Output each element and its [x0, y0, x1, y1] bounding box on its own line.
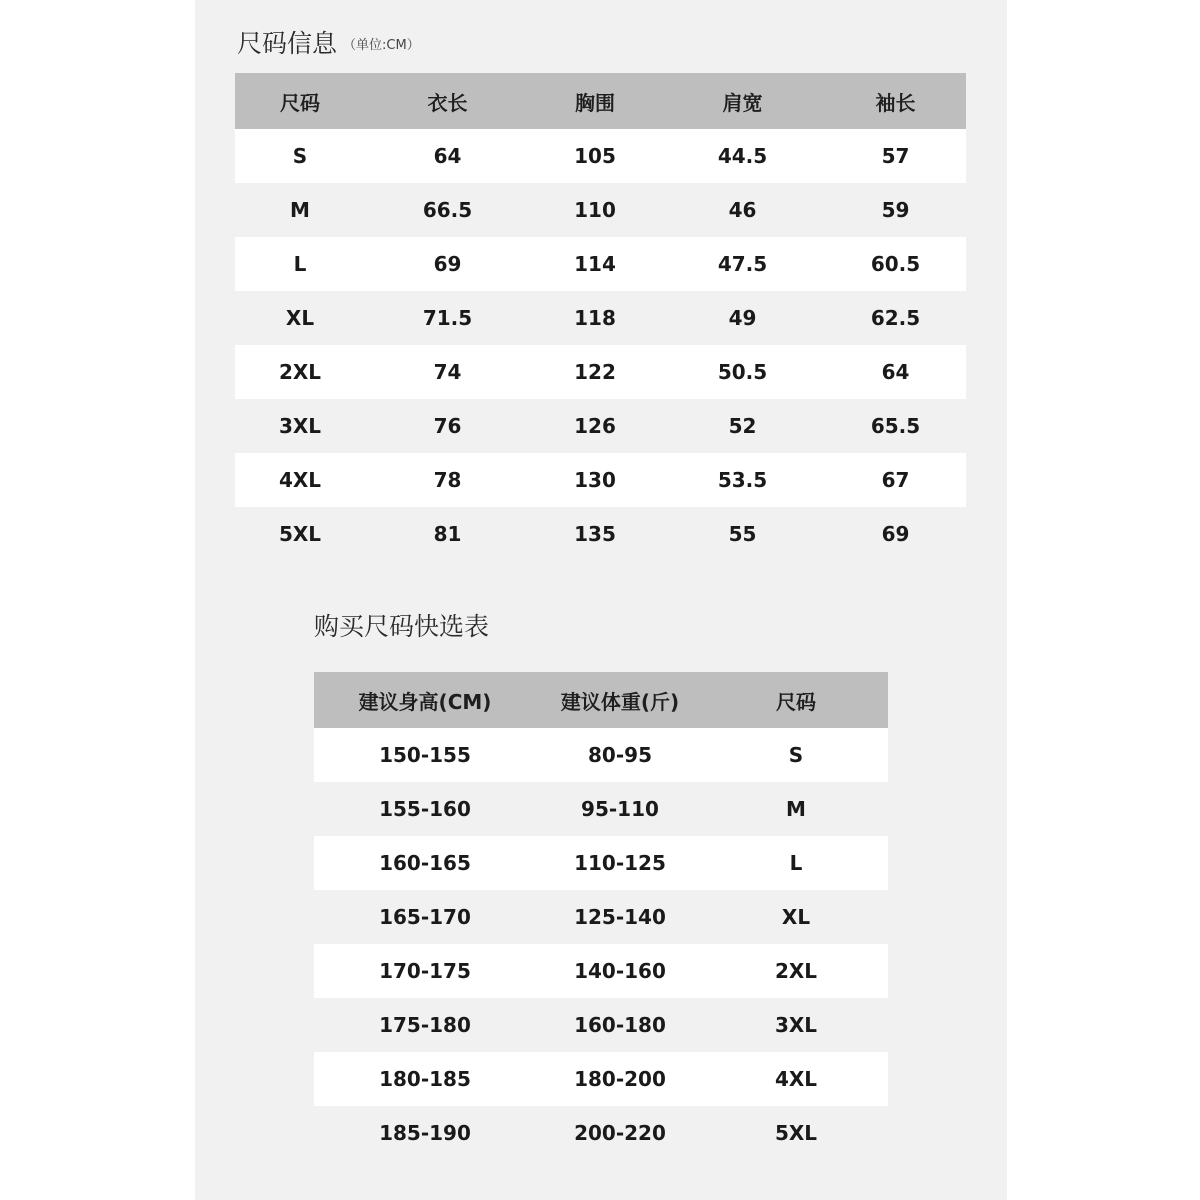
table-cell: 80-95: [588, 743, 652, 767]
table-row: [235, 237, 966, 291]
quick-table-header-cell: 建议身高(CM): [358, 689, 492, 714]
table-cell: 105: [574, 144, 616, 168]
table-cell: 5XL: [774, 1121, 818, 1145]
table-cell: 69: [433, 252, 462, 276]
table-cell: 65.5: [870, 414, 921, 438]
table-cell: 50.5: [717, 360, 768, 384]
quick-table-header-row: [314, 672, 888, 728]
table-row: [235, 399, 966, 453]
table-cell: 3XL: [774, 1013, 818, 1037]
table-row: [235, 453, 966, 507]
table-cell: 95-110: [581, 797, 659, 821]
size-table-header-cell: 肩宽: [722, 90, 763, 115]
table-cell: L: [293, 252, 307, 276]
table-row: [314, 890, 888, 944]
table-cell: 49: [728, 306, 757, 330]
table-cell: M: [786, 797, 806, 821]
quick-table-header-cell: 建议体重(斤): [560, 689, 680, 714]
table-cell: 4XL: [278, 468, 322, 492]
table-cell: 4XL: [774, 1067, 818, 1091]
table-cell: 71.5: [422, 306, 473, 330]
table-cell: 160-165: [379, 851, 471, 875]
table-row: [235, 129, 966, 183]
table-cell: 140-160: [574, 959, 666, 983]
table-cell: 185-190: [379, 1121, 471, 1145]
table-cell: 59: [881, 198, 910, 222]
quick-select-table: [314, 672, 888, 1160]
table-cell: 53.5: [717, 468, 768, 492]
table-cell: 110: [574, 198, 616, 222]
table-cell: XL: [285, 306, 315, 330]
table-cell: 180-185: [379, 1067, 471, 1091]
table-row: [314, 728, 888, 782]
table-row: [235, 507, 966, 561]
size-info-table: [235, 73, 966, 561]
size-table-header-cell: 胸围: [575, 90, 615, 115]
table-cell: 110-125: [574, 851, 666, 875]
table-cell: 150-155: [379, 743, 471, 767]
table-cell: 62.5: [870, 306, 921, 330]
table-cell: 135: [574, 522, 616, 546]
table-cell: S: [292, 144, 308, 168]
table-row: [314, 1106, 888, 1160]
table-row: [314, 836, 888, 890]
table-cell: 165-170: [379, 905, 471, 929]
table-cell: M: [290, 198, 310, 222]
size-info-unit: （单位:CM）: [343, 38, 420, 53]
table-row: [235, 291, 966, 345]
table-cell: 180-200: [574, 1067, 666, 1091]
table-cell: 130: [574, 468, 616, 492]
table-cell: 52: [728, 414, 757, 438]
table-cell: 55: [728, 522, 757, 546]
table-cell: 2XL: [774, 959, 818, 983]
table-cell: 5XL: [278, 522, 322, 546]
size-info-title: [237, 24, 420, 60]
table-row: [314, 944, 888, 998]
table-row: [314, 998, 888, 1052]
size-table-header-cell: 衣长: [427, 90, 468, 115]
table-cell: 57: [881, 144, 910, 168]
size-table-header-cell: 尺码: [280, 90, 320, 115]
table-cell: 126: [574, 414, 616, 438]
table-cell: 47.5: [717, 252, 768, 276]
table-cell: 2XL: [278, 360, 322, 384]
size-table-header-row: [235, 73, 966, 129]
table-row: [235, 183, 966, 237]
quick-table-header-cell: 尺码: [776, 689, 816, 714]
quick-select-title: 购买尺码快选表: [314, 612, 490, 641]
table-cell: 81: [433, 522, 462, 546]
size-table-header-cell: 袖长: [875, 90, 916, 115]
table-cell: 122: [574, 360, 616, 384]
table-cell: 44.5: [717, 144, 768, 168]
table-cell: 67: [881, 468, 910, 492]
table-cell: 76: [433, 414, 462, 438]
table-cell: S: [788, 743, 804, 767]
table-cell: 170-175: [379, 959, 471, 983]
table-row: [314, 782, 888, 836]
table-row: [235, 345, 966, 399]
table-cell: 69: [881, 522, 910, 546]
table-cell: 155-160: [379, 797, 471, 821]
size-info-title-text: 尺码信息: [237, 29, 338, 58]
table-cell: XL: [781, 905, 811, 929]
table-cell: 125-140: [574, 905, 666, 929]
table-cell: 74: [433, 360, 462, 384]
table-row: [314, 1052, 888, 1106]
table-cell: 175-180: [379, 1013, 471, 1037]
table-cell: 3XL: [278, 414, 322, 438]
table-cell: 114: [574, 252, 616, 276]
table-cell: 64: [881, 360, 910, 384]
table-cell: 160-180: [574, 1013, 666, 1037]
table-cell: 78: [433, 468, 462, 492]
table-cell: 46: [728, 198, 757, 222]
table-cell: 118: [574, 306, 616, 330]
table-cell: 60.5: [870, 252, 921, 276]
table-cell: L: [789, 851, 803, 875]
table-cell: 66.5: [422, 198, 473, 222]
table-cell: 200-220: [574, 1121, 666, 1145]
table-cell: 64: [433, 144, 462, 168]
